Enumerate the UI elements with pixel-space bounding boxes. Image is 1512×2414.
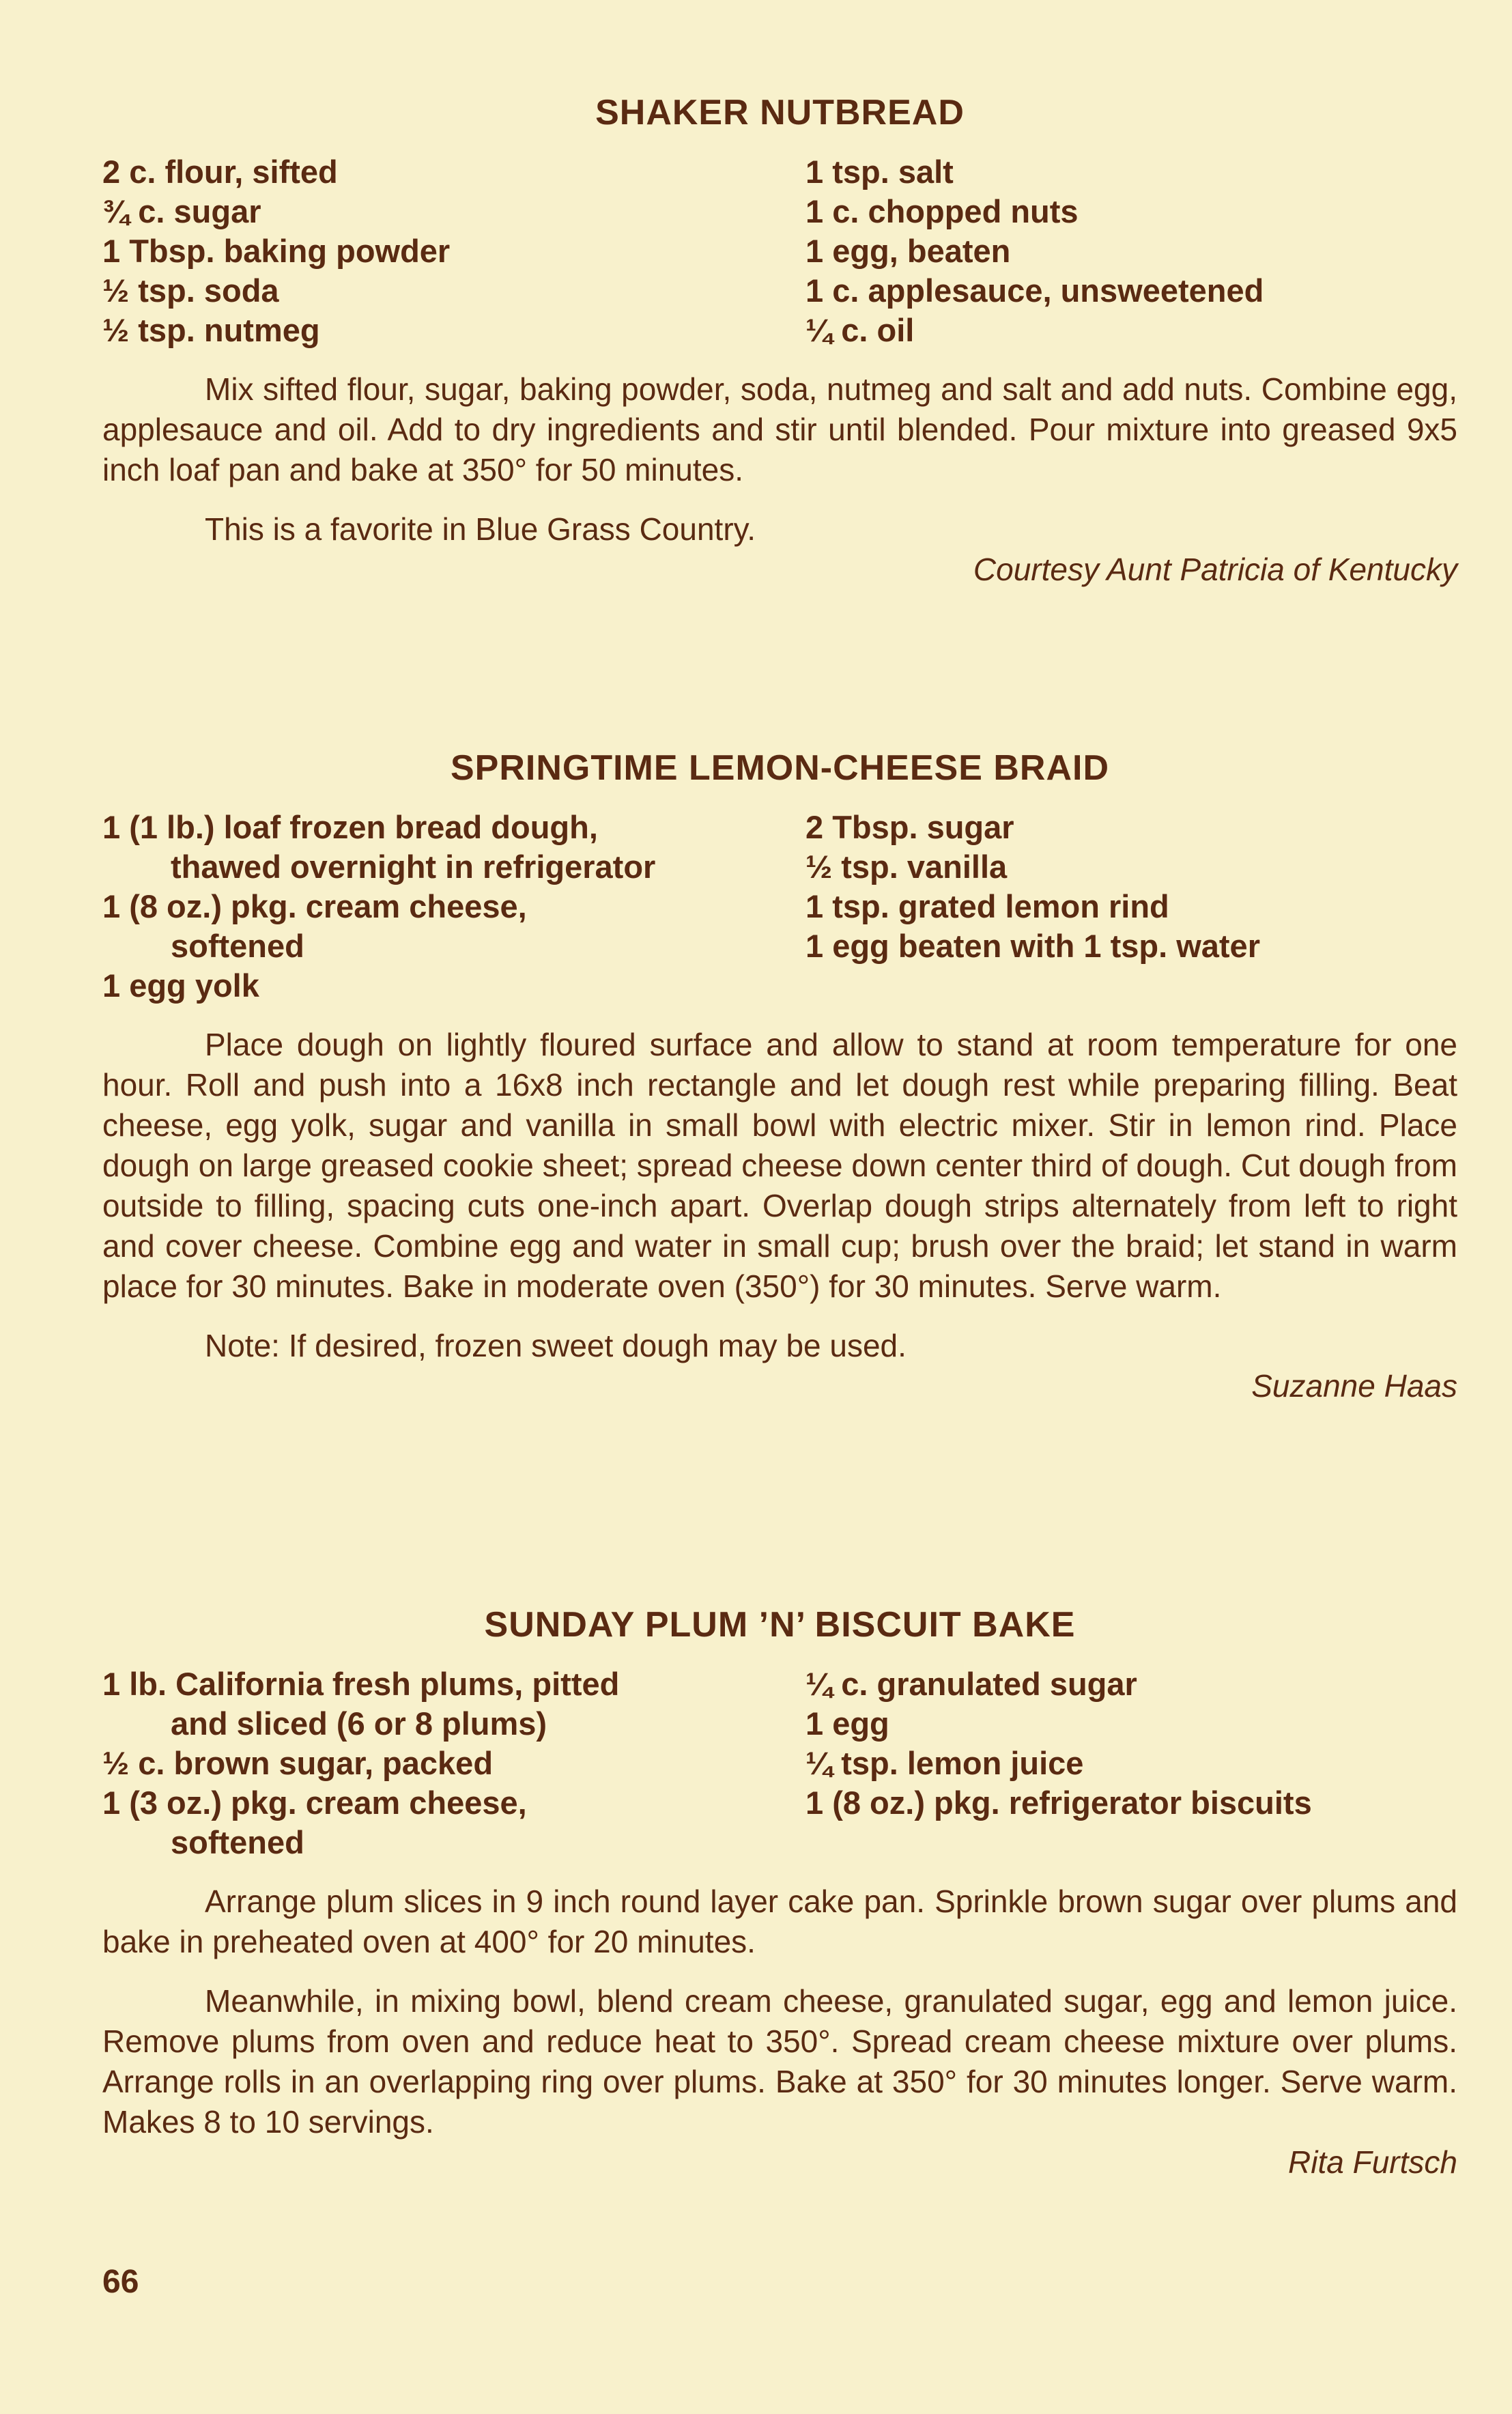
note-paragraph: This is a favorite in Blue Grass Country. xyxy=(205,511,756,547)
ingredient-item: ½ tsp. vanilla xyxy=(805,849,1008,885)
ingredient-item: 1 (8 oz.) pkg. cream cheese, softened xyxy=(102,888,527,964)
ingredient-item: ¼ c. oil xyxy=(805,312,915,348)
ingredient-item: 2 Tbsp. sugar xyxy=(805,809,1014,845)
ingredient-item: ¾ c. sugar xyxy=(102,193,261,229)
ingredient-item: 1 egg yolk xyxy=(102,967,259,1004)
ingredient-list xyxy=(102,1664,1457,1862)
ingredient-item: 1 egg beaten with 1 tsp. water xyxy=(805,928,1260,964)
ingredient-item: 1 c. applesauce, unsweetened xyxy=(805,272,1264,309)
recipe-title: SUNDAY PLUM ’N’ BISCUIT BAKE xyxy=(484,1605,1076,1645)
page-number: 66 xyxy=(102,2264,139,2300)
ingredient-list xyxy=(102,808,1457,1006)
ingredient-item: 1 Tbsp. baking powder xyxy=(102,233,451,269)
ingredient-item: 1 egg xyxy=(805,1705,889,1742)
ingredient-item: 1 lb. California fresh plums, pitted and sliced (6 or 8 plums) xyxy=(102,1666,620,1742)
ingredient-item: 1 c. chopped nuts xyxy=(805,193,1079,229)
ingredient-item: ½ tsp. soda xyxy=(102,272,279,309)
ingredient-item: ½ tsp. nutmeg xyxy=(102,312,320,348)
recipe-credit: Courtesy Aunt Patricia of Kentucky xyxy=(973,552,1457,587)
recipe-credit: Suzanne Haas xyxy=(1251,1368,1457,1404)
ingredient-item: ¼ tsp. lemon juice xyxy=(805,1745,1084,1781)
ingredient-column-left xyxy=(102,1664,805,1862)
ingredient-column-left xyxy=(102,152,805,350)
ingredient-item: 1 (1 lb.) loaf frozen bread dough, thawed overnight in refrigerator xyxy=(102,809,656,885)
ingredient-column-right xyxy=(805,808,1457,1006)
ingredient-item: 1 (8 oz.) pkg. refrigerator biscuits xyxy=(805,1785,1312,1821)
recipe-credit: Rita Furtsch xyxy=(1288,2144,1457,2180)
ingredient-column-right xyxy=(805,152,1457,350)
ingredient-list xyxy=(102,152,1457,350)
ingredient-item: 1 (3 oz.) pkg. cream cheese, softened xyxy=(102,1785,527,1860)
note-paragraph: Note: If desired, frozen sweet dough may be used. xyxy=(205,1328,907,1363)
instructions-paragraph: Mix sifted flour, sugar, baking powder, soda, nutmeg and salt and add nuts. Combine egg, applesauce and oil. Add to dry ingredients and stir until blended. Pour mixture into greased 9x5 inch loaf pan and bake at 350° for 50 minutes. xyxy=(102,371,1457,487)
ingredient-column-right xyxy=(805,1664,1457,1862)
recipe-title: SPRINGTIME LEMON-CHEESE BRAID xyxy=(450,748,1110,788)
recipe-shaker-nutbread xyxy=(102,92,1457,590)
ingredient-column-left xyxy=(102,808,805,1006)
instructions-paragraph: Meanwhile, in mixing bowl, blend cream cheese, granulated sugar, egg and lemon juice. Remove plums from oven and reduce heat to 350°. Spread cream cheese mixture over plums. Arrange rolls in an overlapping ring over plums. Bake at 350° for 30 minutes longer. Serve warm. Makes 8 to 10 servings. xyxy=(102,1983,1457,2140)
ingredient-item: 2 c. flour, sifted xyxy=(102,154,338,190)
ingredient-item: 1 tsp. salt xyxy=(805,154,954,190)
ingredient-item: ½ c. brown sugar, packed xyxy=(102,1745,494,1781)
ingredient-item: 1 egg, beaten xyxy=(805,233,1011,269)
ingredient-item: 1 tsp. grated lemon rind xyxy=(805,888,1169,924)
instructions-paragraph: Place dough on lightly floured surface and allow to stand at room temperature for one hour. Roll and push into a 16x8 inch rectangle and let dough rest while preparing filling. Beat cheese, egg yolk, sugar and vanilla in small bowl with electric mixer. Stir in lemon rind. Place dough on large greased cookie sheet; spread cheese down center third of dough. Cut dough from outside to filling, spacing cuts one-inch apart. Overlap dough strips alternately from left to right and cover cheese. Combine egg and water in small cup; brush over the braid; let stand in warm place for 30 minutes. Bake in moderate oven (350°) for 30 minutes. Serve warm. xyxy=(102,1027,1457,1304)
recipe-title: SHAKER NUTBREAD xyxy=(595,93,965,132)
instructions-paragraph: Arrange plum slices in 9 inch round layer cake pan. Sprinkle brown sugar over plums and bake in preheated oven at 400° for 20 minutes. xyxy=(102,1884,1457,1959)
recipe-plum-biscuit-bake xyxy=(102,1604,1457,2183)
ingredient-item: ¼ c. granulated sugar xyxy=(805,1666,1137,1702)
recipe-lemon-cheese-braid xyxy=(102,748,1457,1406)
